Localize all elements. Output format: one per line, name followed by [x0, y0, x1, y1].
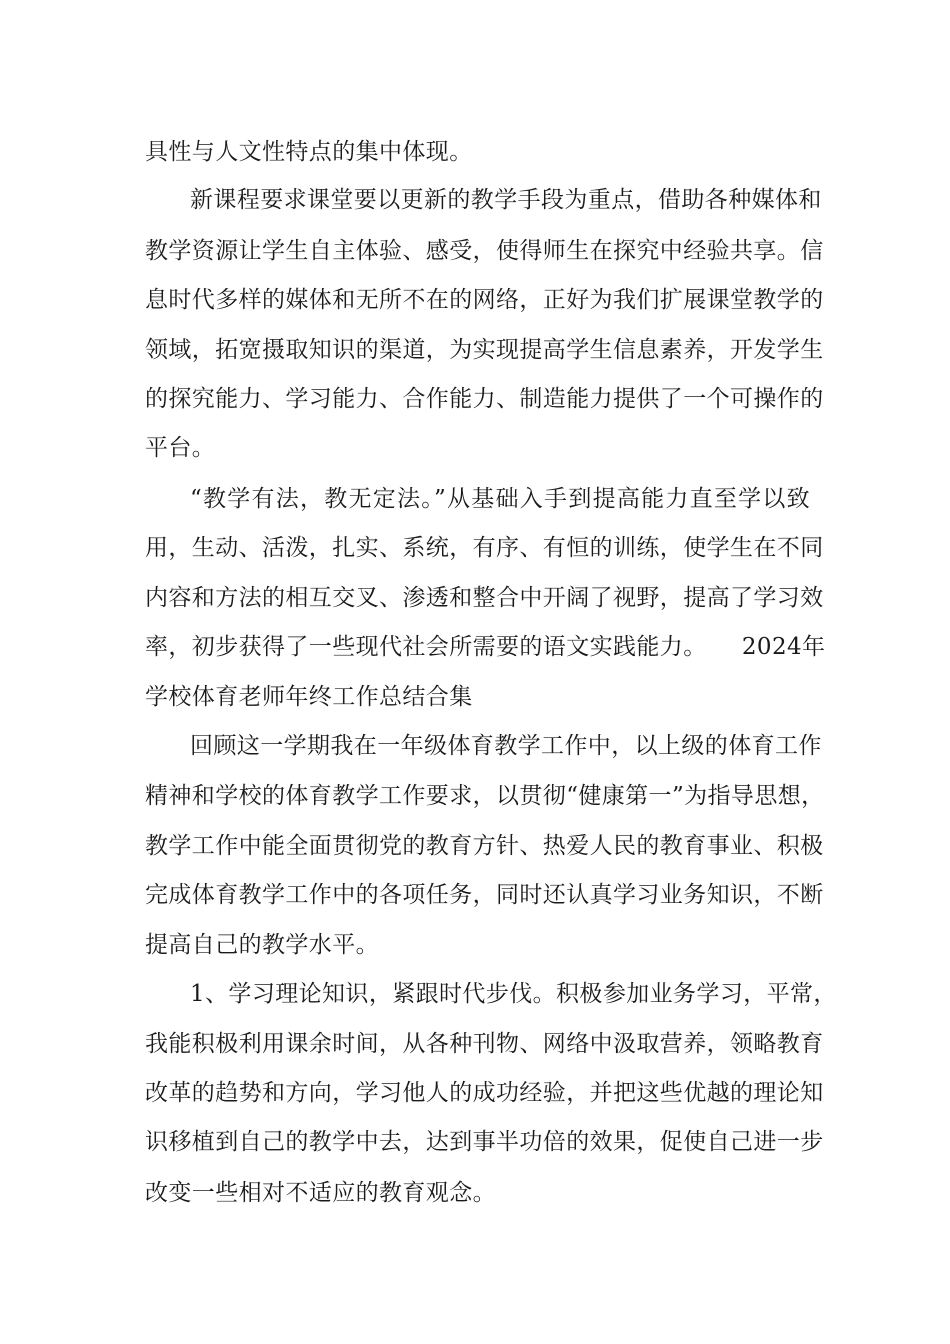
text-line: 改革的趋势和方向，学习他人的成功经验，并把这些优越的理论知: [145, 1080, 824, 1106]
text-line: 具性与人文性特点的集中体现。: [145, 139, 473, 165]
text-line: 息时代多样的媒体和无所不在的网络，正好为我们扩展课堂教学的: [145, 287, 824, 313]
text-line: 精神和学校的体育教学工作要求，以贯彻“健康第一”为指导思想，: [145, 783, 825, 809]
text-line: 识移植到自己的教学中去，达到事半功倍的效果，促使自己进一步: [145, 1129, 824, 1155]
text-line: 完成体育教学工作中的各项任务，同时还认真学习业务知识，不断: [145, 882, 824, 908]
text-line: 改变一些相对不适应的教育观念。: [145, 1180, 496, 1206]
text-line: 平台。: [145, 435, 216, 461]
text-line: 教学工作中能全面贯彻党的教育方针、热爱人民的教育事业、积极: [145, 833, 824, 859]
text-line: 内容和方法的相互交叉、渗透和整合中开阔了视野，提高了学习效: [145, 585, 824, 611]
text-line: 的探究能力、学习能力、合作能力、制造能力提供了一个可操作的: [145, 386, 824, 412]
text-line: 率，初步获得了一些现代社会所需要的语文实践能力。 2024年: [145, 634, 826, 660]
text-line: 我能积极利用课余时间，从各种刊物、网络中汲取营养，领略教育: [145, 1031, 824, 1057]
text-line: 提高自己的教学水平。: [145, 932, 379, 958]
text-line: 领域，拓宽摄取知识的渠道，为实现提高学生信息素养，开发学生: [145, 337, 824, 363]
text-line: 用，生动、活泼，扎实、系统，有序、有恒的训练，使学生在不同: [145, 535, 824, 561]
text-line: 1、学习理论知识，紧跟时代步伐。积极参加业务学习，平常，: [190, 981, 837, 1007]
text-line: 新课程要求课堂要以更新的教学手段为重点，借助各种媒体和: [190, 187, 822, 213]
text-line: “教学有法，教无定法。”从基础入手到提高能力直至学以致: [190, 486, 810, 512]
text-line: 学校体育老师年终工作总结合集: [145, 684, 473, 710]
text-line: 教学资源让学生自主体验、感受，使得师生在探究中经验共享。信: [145, 238, 824, 264]
text-line: 回顾这一学期我在一年级体育教学工作中，以上级的体育工作: [190, 733, 822, 759]
